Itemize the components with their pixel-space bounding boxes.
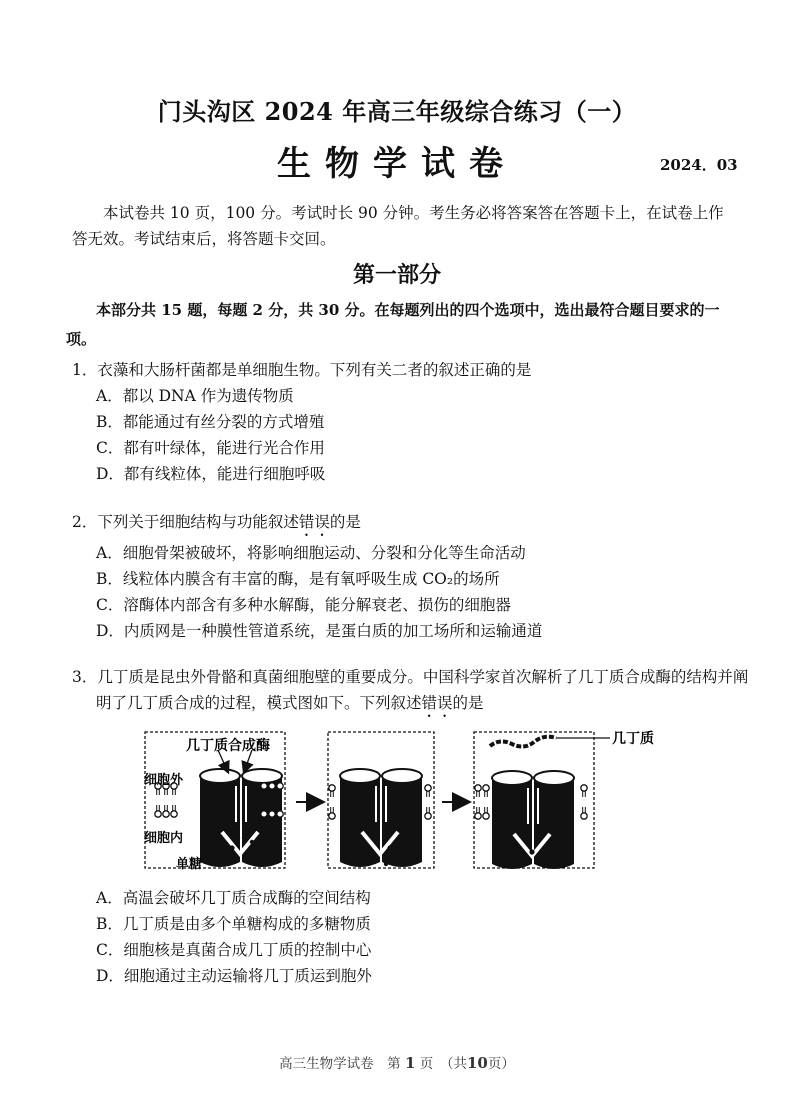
question-2-stem-end: 的是	[329, 513, 361, 531]
question-2-option-c: C．溶酶体内部含有多种水解酶，能分解衰老、损伤的细胞器	[96, 596, 511, 614]
question-3-stem-text: 3．几丁质是昆虫外骨骼和真菌细胞壁的重要成分。中国科学家首次解析了几丁质合成酶的结构并阐明了几丁质合成的过程，模式图如下。下列叙述	[72, 668, 749, 712]
footer-end: 页）	[487, 1056, 515, 1072]
question-3-option-d: D．细胞通过主动运输将几丁质运到胞外	[96, 967, 372, 985]
question-3-option-c: C．细胞核是真菌合成几丁质的控制中心	[96, 941, 372, 959]
part-heading: 第一部分	[352, 262, 441, 288]
label-enzyme: 几丁质合成酶	[186, 738, 270, 754]
question-1-stem: 1．衣藻和大肠杆菌都是单细胞生物。下列有关二者的叙述正确的是	[72, 361, 532, 379]
question-2	[72, 509, 752, 644]
label-inside: 细胞内	[144, 831, 184, 846]
label-outside: 细胞外	[144, 773, 184, 788]
part-instruction: 本部分共 15 题，每题 2 分，共 30 分。在每题列出的四个选项中，选出最符合题目要求的一项。	[66, 301, 720, 348]
question-3-options	[72, 885, 372, 989]
footer-label: 高三生物学试卷 第	[279, 1056, 401, 1072]
panel-2-membrane-left	[329, 785, 335, 819]
question-2-emphasis: 错误	[298, 513, 330, 531]
question-1	[72, 357, 752, 487]
exam-title-subject: 生物学试卷	[277, 144, 517, 184]
exam-title-line1: 门头沟区 2024 年高三年级综合练习（一）	[157, 97, 637, 126]
footer-total-pages: 10	[466, 1054, 488, 1072]
footer-page-text: 页 （共	[419, 1056, 467, 1072]
question-2-option-d: D．内质网是一种膜性管道系统，是蛋白质的加工场所和运输通道	[96, 622, 543, 640]
question-2-stem-text: 2．下列关于细胞结构与功能叙述	[72, 513, 299, 531]
question-1-option-c: C．都有叶绿体，能进行光合作用	[96, 439, 325, 457]
chitin-synthesis-diagram	[140, 724, 680, 876]
question-2-option-b: B．线粒体内膜含有丰富的酶，是有氧呼吸生成 CO₂的场所	[96, 570, 500, 588]
question-2-option-a: A．细胞骨架被破坏，将影响细胞运动、分裂和分化等生命活动	[96, 544, 526, 562]
question-3	[72, 664, 752, 721]
exam-date: 2024．03	[660, 156, 738, 174]
question-3-option-b: B．几丁质是由多个单糖构成的多糖物质	[96, 915, 371, 933]
question-1-option-d: D．都有线粒体，能进行细胞呼吸	[96, 465, 326, 483]
question-1-option-b: B．都能通过有丝分裂的方式增殖	[96, 413, 325, 431]
page-footer	[0, 1052, 794, 1072]
question-3-stem	[72, 664, 752, 721]
question-3-stem-end: 的是	[452, 694, 484, 712]
question-2-stem	[72, 509, 752, 540]
panel-3-membrane-left	[475, 785, 489, 819]
panel-3-membrane-right	[581, 785, 587, 819]
exam-instructions: 本试卷共 10 页，100 分。考试时长 90 分钟。考生务必将答案答在答题卡上，在试卷上作答无效。考试结束后，将答题卡交回。	[72, 204, 724, 248]
question-3-option-a: A．高温会破坏几丁质合成酶的空间结构	[96, 889, 371, 907]
chitin-chain	[490, 737, 556, 747]
footer-page-number: 1	[404, 1054, 416, 1072]
panel-2-enzyme	[340, 769, 422, 867]
question-1-option-a: A．都以 DNA 作为遗传物质	[96, 387, 294, 405]
label-monosaccharide: 单糖	[176, 857, 203, 872]
question-3-emphasis: 错误	[421, 694, 453, 712]
label-chitin: 几丁质	[612, 731, 654, 747]
panel-2-membrane-right	[425, 785, 431, 819]
